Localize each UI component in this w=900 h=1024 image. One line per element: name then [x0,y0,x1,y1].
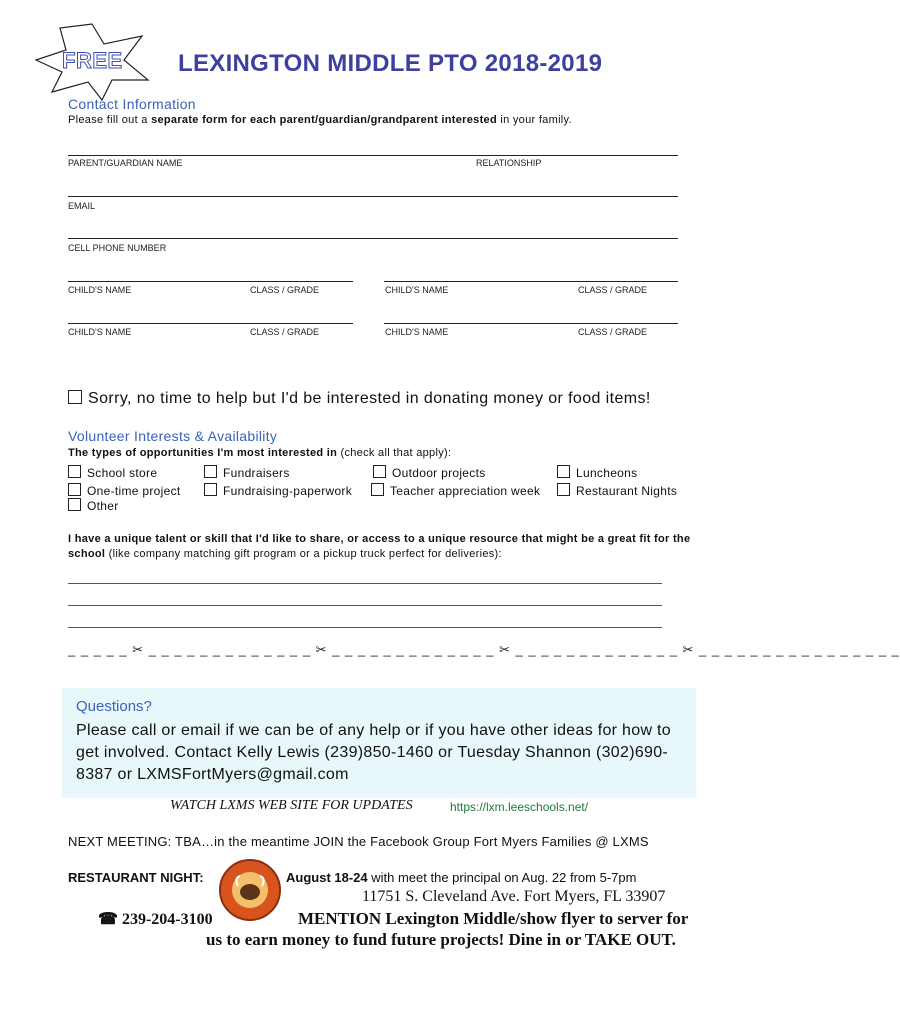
cell-line[interactable] [68,238,678,239]
buffalo-wings-logo [218,858,282,922]
option-luncheons[interactable]: Luncheons [557,465,637,480]
child1-line[interactable] [68,281,353,282]
option-outdoor-projects[interactable]: Outdoor projects [373,465,486,480]
restaurant-address: 11751 S. Cleveland Ave. Fort Myers, FL 33907 [362,888,666,905]
checkbox[interactable] [373,465,386,478]
option-one-time-project[interactable]: One-time project [68,483,181,498]
child1-label: CHILD'S NAME [68,285,132,295]
relationship-label: RELATIONSHIP [476,158,542,168]
checkbox[interactable] [68,498,81,511]
checkbox[interactable] [204,483,217,496]
checkbox[interactable] [371,483,384,496]
cut-line: _ _ _ _ _ ✂ _ _ _ _ _ _ _ _ _ _ _ _ _ ✂ _ _ _ _ _ _ _ _ _ _ _ _ _ ✂ _ _ _ _ _ _ _ _ _ _ _ _ _ ✂ _ _ _ _ _ _ _ _ _ _ _ _ _ _ _ _ [68,642,900,657]
option-other[interactable]: Other [68,498,119,513]
donate-checkbox[interactable] [68,390,82,404]
talent-line-1[interactable] [68,583,662,584]
child2-line[interactable] [384,281,678,282]
child2-label: CHILD'S NAME [385,285,449,295]
option-fundraisers[interactable]: Fundraisers [204,465,290,480]
questions-body: Please call or email if we can be of any help or if you have other ideas for how to get involved. Contact Kelly Lewis (239)850-1460 or Tuesday Shannon (302)690-8387 or LXMSFortMyers@gmail.com [76,722,671,783]
child4-line[interactable] [384,323,678,324]
child3-label: CHILD'S NAME [68,327,132,337]
restaurant-dates: August 18-24 with meet the principal on Aug. 22 from 5-7pm [286,870,637,885]
volunteer-heading: Volunteer Interests & Availability [68,428,278,444]
restaurant-mention: MENTION Lexington Middle/show flyer to server for [298,909,689,928]
donate-label: Sorry, no time to help but I'd be interested in donating money or food items! [88,390,651,407]
parent-name-label: PARENT/GUARDIAN NAME [68,158,183,168]
next-meeting: NEXT MEETING: TBA…in the meantime JOIN the Facebook Group Fort Myers Families @ LXMS [68,834,649,849]
email-line[interactable] [68,196,678,197]
checkbox[interactable] [68,465,81,478]
option-restaurant-nights[interactable]: Restaurant Nights [557,483,677,498]
option-school-store[interactable]: School store [68,465,157,480]
page-title: LEXINGTON MIDDLE PTO 2018-2019 [178,50,603,77]
restaurant-phone: ☎ 239-204-3100 [98,911,213,928]
volunteer-intro: The types of opportunities I'm most interested in (check all that apply): [68,447,452,459]
questions-box [62,688,696,798]
cell-label: CELL PHONE NUMBER [68,243,167,253]
email-label: EMAIL [68,201,96,211]
contact-instructions: Please fill out a separate form for each parent/guardian/grandparent interested in your family. [68,114,572,126]
questions-heading: Questions? [76,698,152,715]
checkbox[interactable] [557,465,570,478]
contact-heading: Contact Information [68,96,196,112]
talent-prompt: I have a unique talent or skill that I'd like to share, or access to a unique resource that might be a great fit for the school (like company matching gift program or a pickup truck perfect for deliveries): [68,533,691,560]
parent-name-line[interactable] [68,155,678,156]
grade4-label: CLASS / GRADE [578,327,648,337]
free-badge: FREE [62,48,123,73]
checkbox[interactable] [204,465,217,478]
child4-label: CHILD'S NAME [385,327,449,337]
talent-line-2[interactable] [68,605,662,606]
option-fundraising-paperwork[interactable]: Fundraising-paperwork [204,483,352,498]
checkbox[interactable] [68,483,81,496]
checkbox[interactable] [557,483,570,496]
child3-line[interactable] [68,323,353,324]
donate-option[interactable] [68,390,651,408]
website-link[interactable]: https://lxm.leeschools.net/ [450,800,589,814]
phone-icon: ☎ [98,911,118,928]
talent-line-3[interactable] [68,627,662,628]
grade3-label: CLASS / GRADE [250,327,320,337]
grade1-label: CLASS / GRADE [250,285,320,295]
restaurant-mention-2: us to earn money to fund future projects! Dine in or TAKE OUT. [206,930,676,949]
website-label: WATCH LXMS WEB SITE FOR UPDATES [170,798,413,813]
restaurant-label: RESTAURANT NIGHT: [68,870,204,885]
grade2-label: CLASS / GRADE [578,285,648,295]
option-teacher-appreciation[interactable]: Teacher appreciation week [371,483,540,498]
